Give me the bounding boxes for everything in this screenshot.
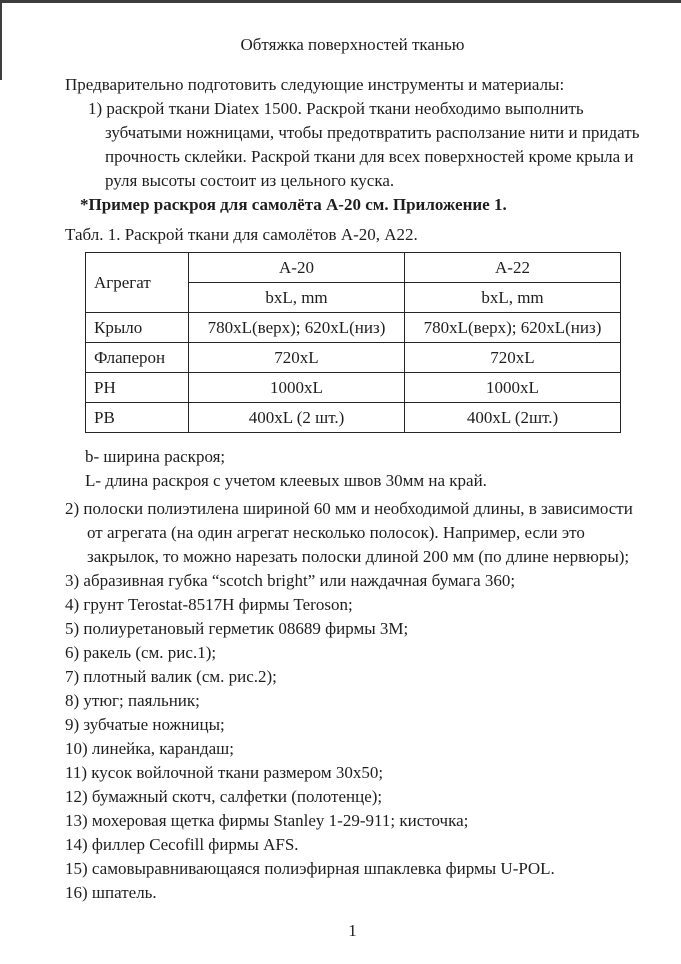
bold-note: *Пример раскроя для самолёта А-20 см. Приложение 1. [80,195,507,214]
table-cell: 780xL(верх); 620xL(низ) [405,313,621,343]
list-item-text: полиуретановый герметик 08689 фирмы 3M; [83,619,409,638]
table-cell: 400xL (2 шт.) [189,403,405,433]
list-item-text: шпатель. [91,883,157,902]
table-cell: РВ [86,403,189,433]
list-item-number: 16) [65,883,88,902]
definition-l: L- длина раскроя с учетом клеевых швов 30мм на край. [85,471,487,490]
list-item-text: мохеровая щетка фирмы Stanley 1-29-911; кисточка; [91,811,469,830]
list-item-text: зубчатые ножницы; [83,715,225,734]
table-cell: Крыло [86,313,189,343]
table-row [86,403,621,433]
list-item-number: 4) [65,595,80,614]
table-row [86,313,621,343]
list-item-text: утюг; паяльник; [83,691,200,710]
table-row [86,373,621,403]
list-item-text: ракель (см. рис.1); [83,643,217,662]
list-item [65,665,640,689]
table-cell: 720xL [405,343,621,373]
list-item-number: 12) [65,787,88,806]
page-number: 1 [348,921,357,940]
table-subheader-cell: bxL, mm [405,283,621,313]
list-item-text: раскрой ткани Diatex 1500. Раскрой ткани необходимо выполнить зубчатыми ножницами, чтобы предотвратить расползание нити и придать прочность склейки. Раскрой ткани для всех поверхностей кроме крыла и руля высоты состоит из цельного куска. [105,99,640,190]
definitions-block [65,445,640,493]
list-item [65,833,640,857]
list-item-number: 8) [65,691,80,710]
list-item-text: плотный валик (см. рис.2); [83,667,277,686]
table-header-cell: А-20 [189,253,405,283]
page-content [65,33,640,943]
table-subheader-cell: bxL, mm [189,283,405,313]
list-item-text: абразивная губка “scotch bright” или наждачная бумага 360; [83,571,516,590]
scan-top-edge [0,0,681,3]
fabric-cutting-table [85,252,621,433]
list-item-text: грунт Terostat-8517H фирмы Teroson; [83,595,353,614]
table-header-cell: А-22 [405,253,621,283]
list-item-number: 6) [65,643,80,662]
table-header-cell: Агрегат [86,253,189,313]
list-item-number: 15) [65,859,88,878]
list-item [65,785,640,809]
list-item [65,761,640,785]
list-item-text: бумажный скотч, салфетки (полотенце); [91,787,383,806]
list-item-number: 10) [65,739,88,758]
table-cell: 1000xL [405,373,621,403]
list-item-text: кусок войлочной ткани размером 30х50; [91,763,384,782]
list-item [65,593,640,617]
table-cell: 780xL(верх); 620xL(низ) [189,313,405,343]
list-item-number: 7) [65,667,80,686]
table-cell: 1000xL [189,373,405,403]
list-item [65,689,640,713]
list-item [65,857,640,881]
list-item [65,809,640,833]
scan-left-edge [0,0,2,80]
list-item-number: 9) [65,715,80,734]
table-cell: РН [86,373,189,403]
list-item [65,713,640,737]
list-item-number: 2) [65,499,80,518]
list-item [65,497,640,569]
list-item-text: полоски полиэтилена шириной 60 мм и необходимой длины, в зависимости от агрегата (на один агрегат несколько полосок). Например, если это закрылок, то можно нарезать полоски длиной 200 мм (по длине нервюры); [83,499,633,566]
list-item-number: 5) [65,619,80,638]
table-cell: 400xL (2шт.) [405,403,621,433]
table-cell: 720xL [189,343,405,373]
table-header-row [86,253,621,283]
page-title: Обтяжка поверхностей тканью [240,35,465,54]
list-item-number: 14) [65,835,88,854]
list-item [65,569,640,593]
table-caption: Табл. 1. Раскрой ткани для самолётов А-20, А22. [65,225,418,244]
list-item-number: 3) [65,571,80,590]
list-item-number: 13) [65,811,88,830]
table-cell: Флаперон [86,343,189,373]
definition-b: b- ширина раскроя; [85,447,226,466]
table-row [86,343,621,373]
list-item [65,641,640,665]
list-item [65,617,640,641]
intro-paragraph: Предварительно подготовить следующие инструменты и материалы: [65,75,565,94]
list-item-number: 11) [65,763,88,782]
list-item-number: 1) [88,99,103,118]
list-item-text: линейка, карандаш; [91,739,234,758]
list-item-text: самовыравнивающаяся полиэфирная шпаклевка фирмы U-POL. [91,859,555,878]
list-item-1 [65,97,640,193]
list-item [65,737,640,761]
list-item [65,881,640,905]
list-item-text: филлер Cecofill фирмы AFS. [91,835,299,854]
